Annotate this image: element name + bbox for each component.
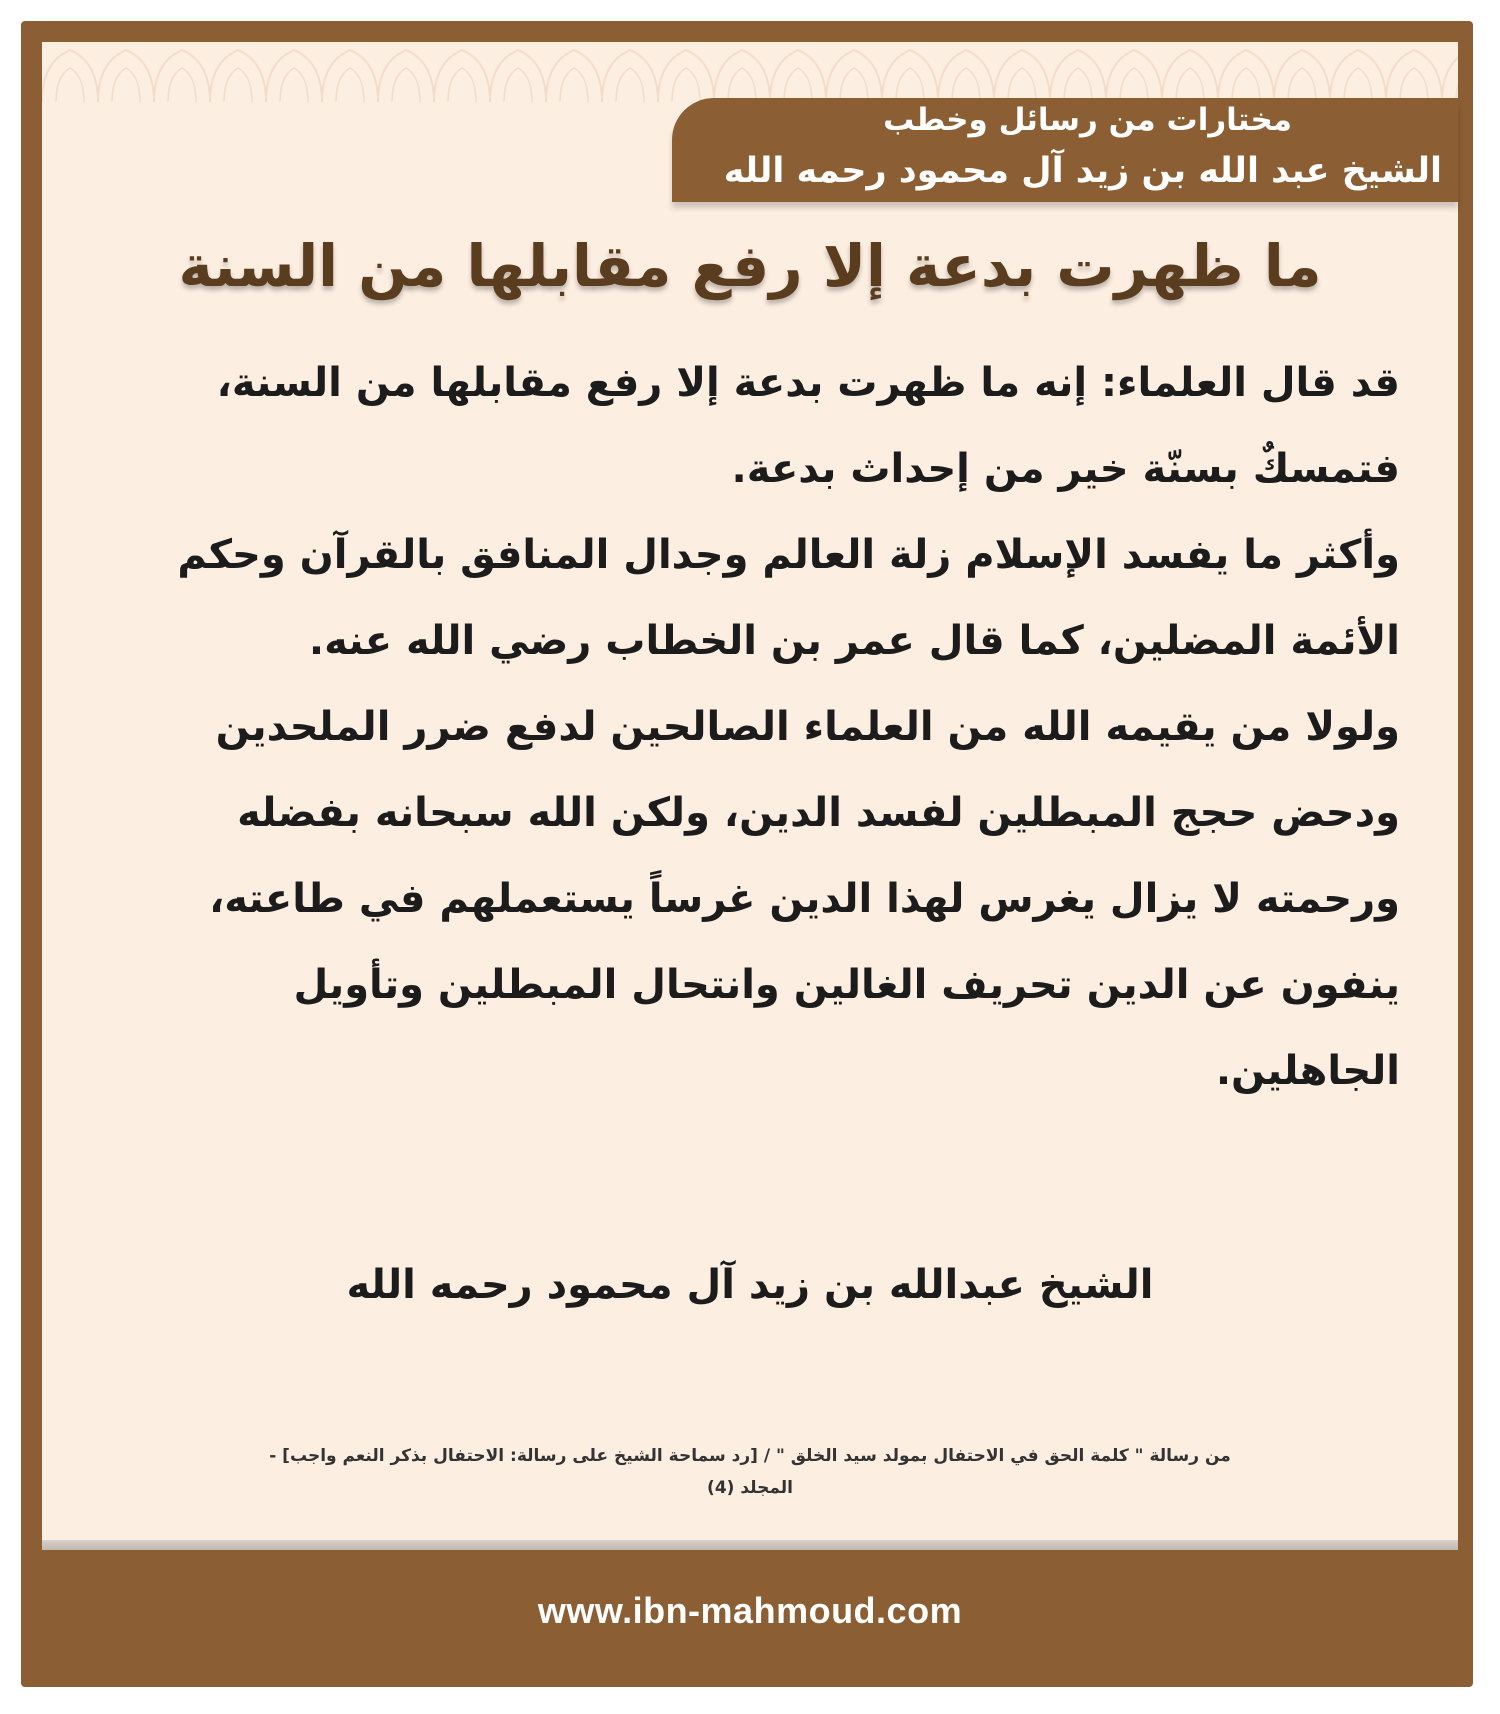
article-body (170, 340, 1400, 1114)
header-author-name: الشيخ عبد الله بن زيد آل محمود رحمه الله (723, 151, 1442, 191)
paragraph-1: قد قال العلماء: إنه ما ظهرت بدعة إلا رفع مقابلها من السنة، فتمسكٌ بسنّة خير من إحداث بدعة. (216, 360, 1400, 492)
source-line-1: من رسالة " كلمة الحق في الاحتفال بمولد سيد الخلق " / [رد سماحة الشيخ على رسالة: الاحتفال بذكر النعم واجب] - (269, 1446, 1231, 1466)
footer-divider (42, 1540, 1458, 1550)
author-signature: الشيخ عبدالله بن زيد آل محمود رحمه الله (346, 1262, 1154, 1308)
decorative-pattern (42, 42, 1458, 102)
website-url: www.ibn-mahmoud.com (537, 1590, 963, 1631)
paragraph-3: ولولا من يقيمه الله من العلماء الصالحين لدفع ضرر الملحدين ودحض حجج المبطلين لفسد الدين، ولكن الله سبحانه بفضله ورحمته لا يزال يغرس لهذا الدين غرساً يستعملهم في طاعته، ينفون عن الدين تحريف الغالين وانتحال المبطلين وتأويل الجاهلين. (209, 704, 1400, 1094)
source-citation (120, 1440, 1380, 1504)
source-line-2: المجلد (4) (707, 1478, 793, 1498)
page-title: ما ظهرت بدعة إلا رفع مقابلها من السنة (178, 232, 1322, 300)
header-series-title: مختارات من رسائل وخطب (883, 102, 1292, 138)
paragraph-2: وأكثر ما يفسد الإسلام زلة العالم وجدال المنافق بالقرآن وحكم الأئمة المضلين، كما قال عمر بن الخطاب رضي الله عنه. (177, 532, 1400, 664)
